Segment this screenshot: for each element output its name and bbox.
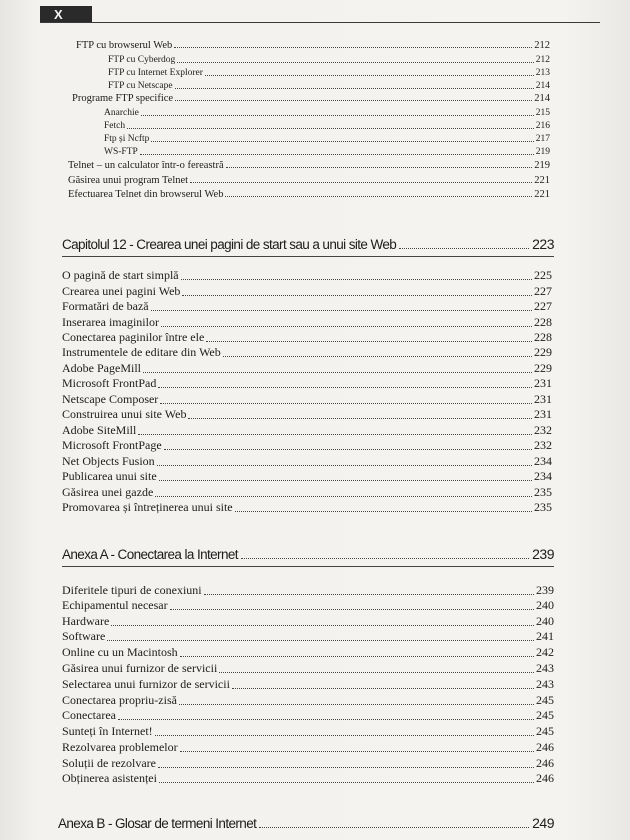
toc-title: Echipamentul necesar <box>62 598 168 612</box>
chapter-title: Capitolul 12 - Crearea unei pagini de start sau a unui site Web <box>62 237 397 252</box>
toc-page: 212 <box>535 55 550 65</box>
toc-title: Găsirea unei gazde <box>62 485 154 499</box>
page-number-tab <box>40 6 92 23</box>
annex-page: 239 <box>532 546 554 562</box>
chapter-page: 223 <box>532 236 554 252</box>
toc-page: 234 <box>534 454 552 468</box>
toc-title: Obținerea asistenței <box>62 771 157 785</box>
toc-entry <box>62 500 552 515</box>
toc-entry <box>62 268 552 283</box>
toc-entry <box>62 469 552 484</box>
chapter-heading <box>62 236 554 252</box>
toc-entry <box>68 160 550 171</box>
toc-page: 212 <box>534 40 550 51</box>
toc-page: 217 <box>535 134 550 144</box>
toc-entry <box>62 376 552 391</box>
toc-title: Instrumentele de editare din Web <box>62 345 221 359</box>
toc-page: 234 <box>534 469 552 483</box>
toc-page: 225 <box>534 268 552 282</box>
toc-title: Conectarea <box>62 708 116 722</box>
toc-entry <box>62 284 552 299</box>
toc-entry <box>62 583 554 598</box>
toc-entry <box>62 345 552 360</box>
toc-entry <box>62 693 554 708</box>
toc-title: Adobe PageMill <box>62 361 141 375</box>
toc-entry <box>76 40 550 51</box>
toc-title: Soluții de rezolvare <box>62 756 156 770</box>
toc-page: 235 <box>534 485 552 499</box>
toc-entry <box>62 740 554 755</box>
toc-page: 243 <box>536 677 554 691</box>
toc-title: Găsirea unui furnizor de servicii <box>62 661 218 675</box>
toc-page: 239 <box>536 583 554 597</box>
toc-entry <box>62 598 554 613</box>
toc-page: 242 <box>536 645 554 659</box>
toc-entry <box>108 68 550 79</box>
toc-title: Programe FTP specifice <box>72 93 174 104</box>
toc-entry <box>108 81 550 92</box>
annex-title: Anexa A - Conectarea la Internet <box>62 547 238 562</box>
toc-page: 219 <box>535 147 550 157</box>
toc-page: 214 <box>535 81 550 91</box>
toc-entry <box>62 392 552 407</box>
toc-page: 245 <box>536 708 554 722</box>
toc-entry <box>62 330 552 345</box>
toc-entry <box>68 189 550 200</box>
toc-page: 214 <box>534 93 550 104</box>
toc-page: 229 <box>534 361 552 375</box>
toc-title: O pagină de start simplă <box>62 268 179 282</box>
toc-page: 227 <box>534 299 552 313</box>
toc-page: 215 <box>535 108 550 118</box>
annex-heading <box>62 546 554 562</box>
toc-page: 232 <box>534 438 552 452</box>
toc-entry <box>62 629 554 644</box>
toc-title: Anarchie <box>104 108 139 118</box>
toc-entry <box>62 454 552 469</box>
toc-entry <box>104 134 550 145</box>
toc-entry <box>68 175 550 186</box>
toc-title: Crearea unei pagini Web <box>62 284 181 298</box>
toc-page: 231 <box>534 407 552 421</box>
toc-title: Publicarea unui site <box>62 469 157 483</box>
toc-page: 243 <box>536 661 554 675</box>
toc-entry <box>62 661 554 676</box>
toc-page: 221 <box>534 175 550 186</box>
header-rule <box>40 22 600 23</box>
toc-page: 219 <box>534 160 550 171</box>
toc-title: Formatări de bază <box>62 299 149 313</box>
toc-entry <box>72 93 550 104</box>
toc-title: Fetch <box>104 121 126 131</box>
annex-title: Anexa B - Glosar de termeni Internet <box>58 816 257 831</box>
toc-title: Netscape Composer <box>62 392 159 406</box>
toc-page: 228 <box>534 315 552 329</box>
toc-entry <box>62 677 554 692</box>
toc-title: Construirea unui site Web <box>62 407 187 421</box>
toc-title: Conectarea propriu-zisă <box>62 693 177 707</box>
toc-title: FTP cu Internet Explorer <box>108 68 203 78</box>
toc-page: 235 <box>534 500 552 514</box>
toc-title: Adobe SiteMill <box>62 423 137 437</box>
toc-page: 240 <box>536 598 554 612</box>
toc-entry <box>62 724 554 739</box>
toc-title: Microsoft FrontPad <box>62 376 157 390</box>
toc-title: Online cu un Macintosh <box>62 645 178 659</box>
toc-title: Efectuarea Telnet din browserul Web <box>68 189 224 200</box>
page-number: X <box>54 7 63 22</box>
toc-entry <box>62 315 552 330</box>
toc-page: 221 <box>534 189 550 200</box>
toc-title: FTP cu browserul Web <box>76 40 173 51</box>
toc-title: Diferitele tipuri de conexiuni <box>62 583 202 597</box>
toc-entry <box>62 299 552 314</box>
toc-page: 241 <box>536 629 554 643</box>
toc-page: 246 <box>536 771 554 785</box>
toc-page: 246 <box>536 756 554 770</box>
toc-title: Inserarea imaginilor <box>62 315 159 329</box>
toc-page: 229 <box>534 345 552 359</box>
toc-page: 231 <box>534 392 552 406</box>
toc-page: 213 <box>535 68 550 78</box>
annex-heading <box>58 815 554 831</box>
toc-title: Ftp și Ncftp <box>104 134 150 144</box>
toc-entry <box>104 108 550 119</box>
toc-entry <box>104 147 550 158</box>
toc-title: Găsirea unui program Telnet <box>68 175 189 186</box>
toc-entry <box>62 756 554 771</box>
toc-page: 231 <box>534 376 552 390</box>
toc-title: WS-FTP <box>104 147 138 157</box>
toc-title: Hardware <box>62 614 110 628</box>
toc-page: 245 <box>536 724 554 738</box>
toc-page: 240 <box>536 614 554 628</box>
toc-entry <box>62 614 554 629</box>
toc-title: Microsoft FrontPage <box>62 438 162 452</box>
toc-entry <box>62 771 554 786</box>
chapter-rule <box>62 256 554 257</box>
toc-title: FTP cu Netscape <box>108 81 173 91</box>
annex-page: 249 <box>532 815 554 831</box>
toc-entry <box>62 407 552 422</box>
toc-entry <box>62 645 554 660</box>
toc-page: 246 <box>536 740 554 754</box>
toc-title: Net Objects Fusion <box>62 454 155 468</box>
toc-page: 232 <box>534 423 552 437</box>
toc-title: Conectarea paginilor între ele <box>62 330 205 344</box>
toc-title: Telnet – un calculator într-o fereastră <box>68 160 224 171</box>
toc-title: Rezolvarea problemelor <box>62 740 178 754</box>
toc-title: Promovarea și întreținerea unui site <box>62 500 233 514</box>
annex-rule <box>62 566 554 567</box>
toc-entry <box>62 708 554 723</box>
toc-page: 216 <box>535 121 550 131</box>
toc-entry <box>104 121 550 132</box>
toc-entry <box>108 55 550 66</box>
toc-page: 227 <box>534 284 552 298</box>
toc-title: Sunteți în Internet! <box>62 724 153 738</box>
toc-title: Software <box>62 629 106 643</box>
toc-entry <box>62 423 552 438</box>
toc-page: 228 <box>534 330 552 344</box>
toc-page: 245 <box>536 693 554 707</box>
toc-title: Selectarea unui furnizor de servicii <box>62 677 230 691</box>
toc-entry <box>62 485 552 500</box>
toc-entry <box>62 438 552 453</box>
toc-entry <box>62 361 552 376</box>
toc-title: FTP cu Cyberdog <box>108 55 176 65</box>
